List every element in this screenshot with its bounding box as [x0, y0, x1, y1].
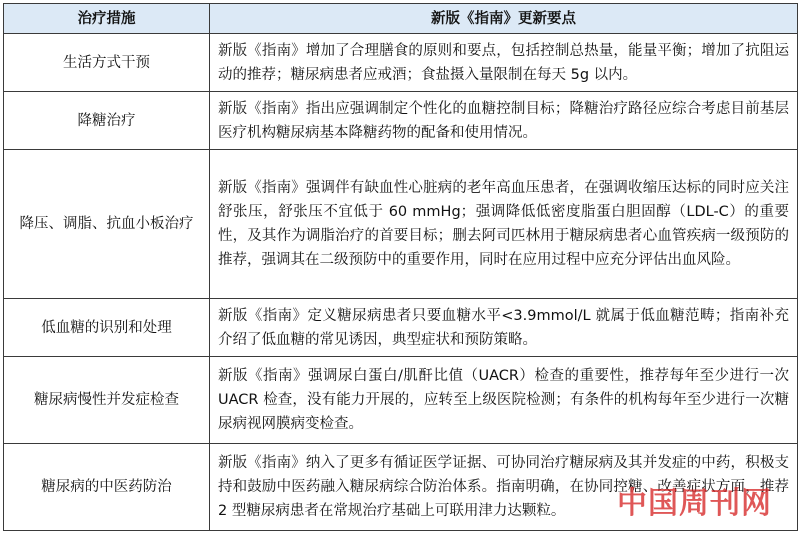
update-points-cell: 新版《指南》强调伴有缺血性心脏病的老年高血压患者，在强调收缩压达标的同时应关注舒张压，舒张压不宜低于 60 mmHg；强调降低低密度脂蛋白胆固醇（LDL-C）的重要性，及其作为调脂治疗的首要目标；删去阿司匹林用于糖尿病患者心血管疾病一级预防的推荐，强调其在二级预防中的重要作用，同时在应用过程中应充分评估出血风险。 [210, 150, 798, 299]
update-points-cell: 新版《指南》纳入了更多有循证医学证据、可协同治疗糖尿病及其并发症的中药，积极支持和鼓励中医药融入糖尿病综合防治体系。指南明确，在协同控糖、改善症状方面，推荐 2 型糖尿病患者在常规治疗基础上可联用津力达颗粒。 [210, 444, 798, 531]
update-points-cell: 新版《指南》增加了合理膳食的原则和要点，包括控制总热量，能量平衡；增加了抗阻运动的推荐；糖尿病患者应戒酒；食盐摄入量限制在每天 5g 以内。 [210, 34, 798, 92]
treatment-measure-cell: 糖尿病慢性并发症检查 [4, 357, 210, 444]
table-row [4, 444, 798, 531]
update-points-cell: 新版《指南》指出应强调制定个性化的血糖控制目标；降糖治疗路径应综合考虑目前基层医疗机构糖尿病基本降糖药物的配备和使用情况。 [210, 92, 798, 150]
table-row [4, 34, 798, 92]
site-watermark: 中国周刊网 [617, 486, 772, 521]
table-row [4, 92, 798, 150]
table-row [4, 299, 798, 357]
guideline-update-table [3, 3, 798, 531]
treatment-measure-cell: 降糖治疗 [4, 92, 210, 150]
treatment-measure-cell: 低血糖的识别和处理 [4, 299, 210, 357]
header-treatment-measure: 治疗措施 [4, 4, 210, 34]
update-points-cell: 新版《指南》强调尿白蛋白/肌酐比值（UACR）检查的重要性，推荐每年至少进行一次 UACR 检查，没有能力开展的，应转至上级医院检测；有条件的机构每年至少进行一次糖尿病视网膜病变检查。 [210, 357, 798, 444]
header-update-points: 新版《指南》更新要点 [210, 4, 798, 34]
table-row [4, 150, 798, 299]
table-header-row [4, 4, 798, 34]
update-points-cell: 新版《指南》定义糖尿病患者只要血糖水平<3.9mmol/L 就属于低血糖范畴；指南补充介绍了低血糖的常见诱因，典型症状和预防策略。 [210, 299, 798, 357]
table-row [4, 357, 798, 444]
treatment-measure-cell: 糖尿病的中医药防治 [4, 444, 210, 531]
treatment-measure-cell: 降压、调脂、抗血小板治疗 [4, 150, 210, 299]
treatment-measure-cell: 生活方式干预 [4, 34, 210, 92]
